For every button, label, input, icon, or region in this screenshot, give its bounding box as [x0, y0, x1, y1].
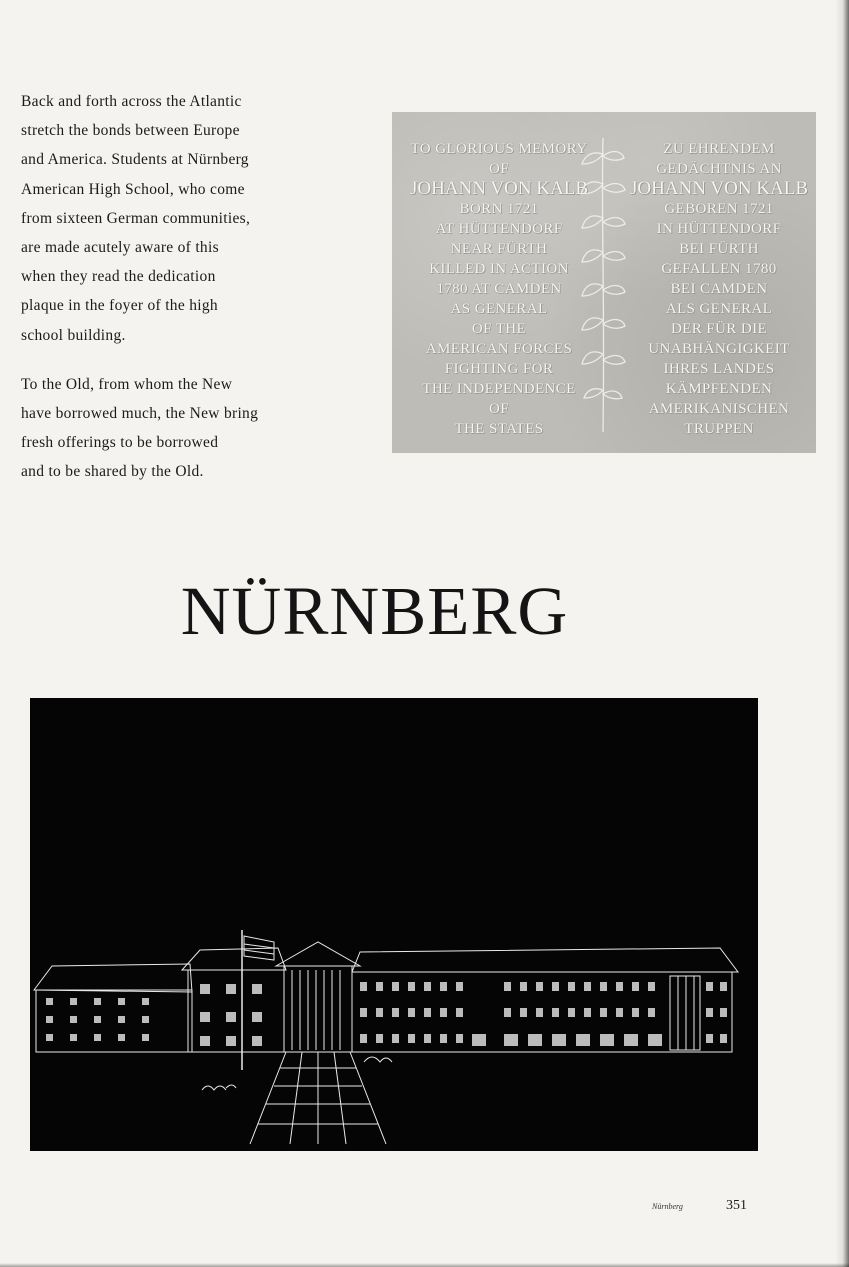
intro-paragraph-2: [21, 370, 341, 487]
plaque-line: THE INDEPENDENCE: [422, 381, 576, 397]
plaque-line: OF: [489, 401, 509, 417]
page-title-text: NÜRNBERG: [180, 573, 569, 649]
plaque-line: ALS GENERAL: [665, 301, 773, 317]
laurel-branch-relief: [580, 134, 626, 434]
plaque-line: AMERICAN FORCES: [425, 341, 573, 357]
plaque-line: AMERIKANISCHEN: [648, 401, 790, 417]
intro-line: stretch the bonds between Europe: [21, 122, 240, 140]
intro-line: are made acutely aware of this: [21, 239, 219, 257]
plaque-line: KÄMPFENDEN: [665, 381, 773, 397]
intro-line: and America. Students at Nürnberg: [21, 151, 249, 169]
school-building-drawing: [30, 698, 758, 1151]
intro-line: when they read the dedication: [21, 268, 216, 286]
intro-line: plaque in the foyer of the high: [21, 297, 218, 315]
plaque-line: NEAR FÜRTH: [450, 241, 548, 257]
plaque-line: GEDÄCHTNIS AN: [656, 161, 782, 177]
plaque-line: JOHANN VON KALB: [629, 178, 809, 199]
plaque-line: JOHANN VON KALB: [409, 178, 589, 199]
dedication-plaque-photo: [392, 112, 816, 453]
footer-section-name: Nürnberg: [652, 1202, 683, 1211]
intro-line: fresh offerings to be borrowed: [21, 434, 219, 452]
plaque-line: DER FÜR DIE: [670, 321, 768, 337]
footer-page-number: 351: [726, 1198, 747, 1213]
intro-line: school building.: [21, 326, 126, 344]
plaque-line: KILLED IN ACTION: [429, 261, 569, 277]
intro-line: and to be shared by the Old.: [21, 463, 204, 481]
page-bottom-shadow: [0, 1263, 849, 1267]
intro-line: To the Old, from whom the New: [21, 375, 233, 393]
plaque-line: ZU EHRENDEM: [663, 141, 775, 157]
intro-line: Back and forth across the Atlantic: [21, 93, 242, 110]
plaque-line: GEBOREN 1721: [664, 201, 774, 217]
plaque-line: 1780 AT CAMDEN: [436, 281, 562, 297]
plaque-line: FIGHTING FOR: [444, 361, 554, 377]
plaque-line: IHRES LANDES: [663, 361, 775, 377]
plaque-line: TRUPPEN: [684, 421, 754, 437]
plaque-line: AS GENERAL: [450, 301, 548, 317]
plaque-line: OF THE: [471, 321, 527, 337]
school-building-sketch: [30, 698, 758, 1151]
plaque-line: BEI FÜRTH: [679, 241, 759, 257]
plaque-english-inscription: [400, 139, 598, 439]
plaque-german-inscription: [622, 139, 816, 439]
plaque-line: IN HÜTTENDORF: [656, 221, 782, 237]
plaque-line: TO GLORIOUS MEMORY: [410, 141, 588, 157]
plaque-line: BORN 1721: [459, 201, 539, 217]
intro-line: from sixteen German communities,: [21, 209, 251, 227]
intro-text: [21, 87, 341, 487]
plaque-line: GEFALLEN 1780: [661, 261, 777, 277]
plaque-line: BEI CAMDEN: [670, 281, 768, 297]
plaque-line: OF: [489, 161, 509, 177]
page-title: [0, 572, 849, 651]
intro-paragraph-1: [21, 87, 341, 350]
plaque-line: THE STATES: [454, 421, 544, 437]
plaque-line: AT HÜTTENDORF: [435, 221, 563, 237]
plaque-line: UNABHÄNGIGKEIT: [648, 341, 790, 357]
intro-line: American High School, who come: [21, 180, 245, 198]
intro-line: have borrowed much, the New bring: [21, 405, 259, 423]
